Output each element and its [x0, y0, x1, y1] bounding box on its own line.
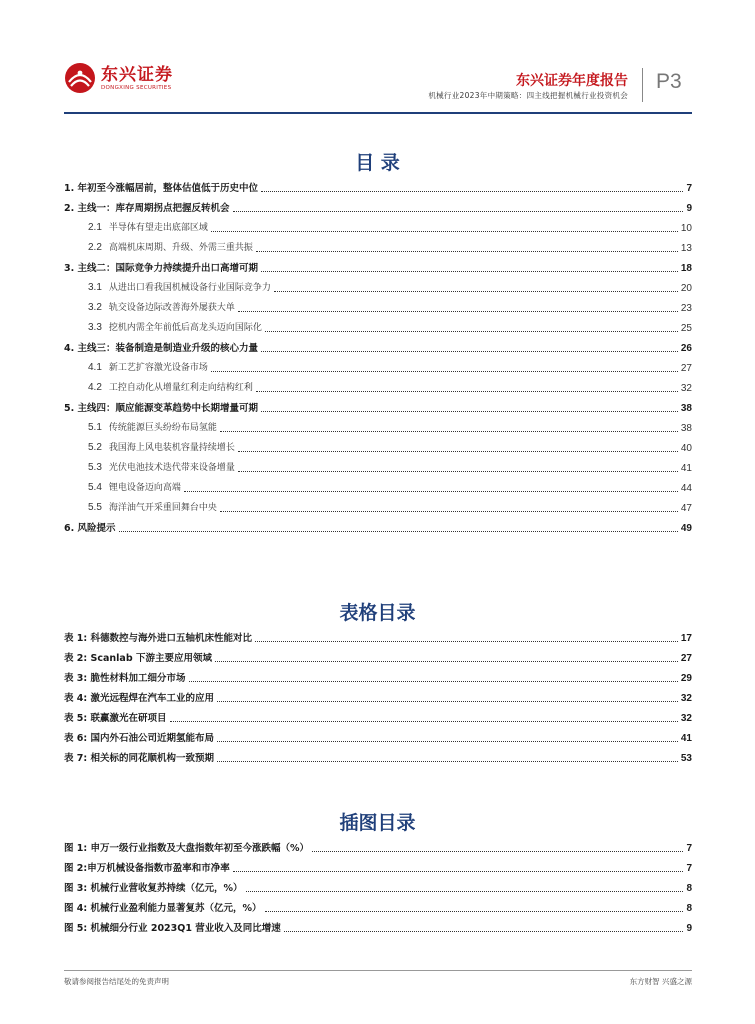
toc-entry-page: 40 [680, 443, 692, 454]
toc-entry-label [88, 441, 235, 455]
toc-entry[interactable] [64, 342, 692, 355]
report-title: 东兴证券年度报告 [516, 73, 628, 89]
toc-entry-text: 5. 主线四：顺应能源变革趋势中长期增量可期 [64, 403, 259, 414]
toc-entry[interactable] [88, 322, 692, 335]
toc-entry-text: 3. 主线二：国际竞争力持续提升出口高增可期 [64, 263, 259, 274]
dot-leader [215, 660, 678, 662]
toc-entry[interactable] [64, 732, 692, 745]
dot-leader [238, 310, 678, 312]
toc-entry-label [64, 732, 214, 745]
toc-entry-number: 3.3 [88, 322, 102, 333]
dot-leader [217, 700, 678, 702]
dot-leader [119, 530, 678, 532]
toc-entry-text: 新工艺扩容激光设备市场 [108, 363, 208, 373]
toc-entry-page: 13 [680, 243, 692, 254]
toc-entry-page: 47 [680, 503, 692, 514]
toc-entry-page: 38 [680, 403, 692, 414]
dot-leader [256, 250, 678, 252]
dot-leader [246, 890, 684, 892]
toc-entry-page: 32 [680, 383, 692, 394]
toc-entry-label [64, 752, 214, 765]
logo-cn-text: 东兴证券 [101, 64, 173, 85]
toc-entry-page: 38 [680, 423, 692, 434]
toc-entry[interactable] [88, 302, 692, 315]
dot-leader [261, 270, 678, 272]
toc-entry-text: 图 1: 申万一级行业指数及大盘指数年初至今涨跌幅（%） [64, 843, 310, 854]
toc-entry-text: 海洋油气开采重回舞台中央 [108, 503, 217, 513]
toc-entry-page: 25 [680, 323, 692, 334]
dot-leader [217, 760, 678, 762]
toc-entry-page: 41 [680, 733, 692, 744]
company-logo [64, 62, 173, 94]
toc-entry[interactable] [64, 902, 692, 915]
toc-entry-text: 半导体有望走出底部区域 [108, 223, 208, 233]
toc-entry-text: 表 5: 联赢激光在研项目 [64, 713, 167, 724]
toc-entry-label [88, 461, 235, 475]
footer-slogan: 东方财智 兴盛之源 [629, 977, 692, 986]
toc-entry-label [88, 361, 208, 375]
toc-entry-page: 20 [680, 283, 692, 294]
toc-entry[interactable] [64, 672, 692, 685]
toc-entry[interactable] [64, 522, 692, 535]
toc-entry-page: 9 [686, 923, 692, 934]
toc-entry-label [64, 922, 281, 935]
toc-entry-number: 5.1 [88, 422, 102, 433]
dot-leader [261, 350, 678, 352]
dot-leader [189, 680, 678, 682]
toc-entry-number: 4.1 [88, 362, 102, 373]
toc-entry-text: 挖机内需全年前低后高龙头迈向国际化 [108, 323, 262, 333]
toc-title: 目 录 [355, 152, 400, 174]
toc-entry-label [88, 301, 235, 315]
toc-entry-label [88, 321, 262, 335]
dot-leader [233, 870, 684, 872]
toc-entry[interactable] [64, 262, 692, 275]
toc-entry-text: 工控自动化从增量红利走向结构红利 [108, 383, 253, 393]
toc-entry[interactable] [88, 242, 692, 255]
toc-entry-label [88, 221, 208, 235]
figures-title: 插图目录 [339, 812, 416, 834]
toc-entry-label [88, 481, 181, 495]
toc-entry[interactable] [64, 692, 692, 705]
toc-entry-number: 3.2 [88, 302, 102, 313]
toc-entry-text: 6. 风险提示 [64, 523, 116, 534]
toc-entry-number: 4.2 [88, 382, 102, 393]
toc-entry-text: 图 4: 机械行业盈利能力显著复苏（亿元，%） [64, 903, 262, 914]
dot-leader [211, 230, 678, 232]
dot-leader [256, 390, 678, 392]
toc-entry-label [88, 381, 253, 395]
dot-leader [274, 290, 678, 292]
toc-entry-number: 5.5 [88, 502, 102, 513]
toc-entry-text: 表 7: 相关标的同花顺机构一致预期 [64, 753, 215, 764]
toc-entry-label [64, 402, 258, 415]
toc-entry[interactable] [64, 652, 692, 665]
dot-leader [265, 910, 684, 912]
dot-leader [170, 720, 678, 722]
toc-entry-label [64, 262, 258, 275]
toc-entry-page: 29 [680, 673, 692, 684]
header-rule [64, 112, 692, 114]
toc-entry-text: 图 2:申万机械设备指数市盈率和市净率 [64, 863, 230, 874]
dot-leader [220, 430, 678, 432]
toc-entry-label [64, 342, 258, 355]
toc-entry-page: 27 [680, 653, 692, 664]
dot-leader [261, 410, 678, 412]
toc-entry-number: 2.1 [88, 222, 102, 233]
toc-entry-text: 表 3: 脆性材料加工细分市场 [64, 673, 186, 684]
page-number: P3 [656, 70, 682, 93]
toc-entry-page: 53 [680, 753, 692, 764]
toc-entry[interactable] [64, 862, 692, 875]
report-subtitle: 机械行业2023年中期策略：四主线把握机械行业投资机会 [428, 91, 628, 100]
toc-entry-text: 表 4: 激光远程焊在汽车工业的应用 [64, 693, 215, 704]
footer-rule [64, 970, 692, 971]
toc-entry-number: 5.3 [88, 462, 102, 473]
toc-entry-page: 44 [680, 483, 692, 494]
toc-entry-label [64, 202, 230, 215]
toc-entry-page: 10 [680, 223, 692, 234]
toc-entry-number: 5.4 [88, 482, 102, 493]
toc-entry-number: 3.1 [88, 282, 102, 293]
toc-entry[interactable] [64, 922, 692, 935]
toc-entry-text: 2. 主线一：库存周期拐点把握反转机会 [64, 203, 230, 214]
toc-entry-text: 我国海上风电装机容量持续增长 [108, 443, 235, 453]
toc-entry[interactable] [64, 712, 692, 725]
dot-leader [217, 740, 678, 742]
toc-entry[interactable] [88, 382, 692, 395]
toc-entry-label [88, 281, 271, 295]
dot-leader [312, 850, 683, 852]
toc-entry-text: 表 6: 国内外石油公司近期氢能布局 [64, 733, 215, 744]
toc-entry[interactable] [88, 462, 692, 475]
toc-entry-text: 表 1: 科德数控与海外进口五轴机床性能对比 [64, 633, 253, 644]
dot-leader [184, 490, 678, 492]
toc-entry-page: 8 [686, 903, 692, 914]
dot-leader [255, 640, 678, 642]
toc-entry-number: 5.2 [88, 442, 102, 453]
toc-entry-page: 49 [680, 523, 692, 534]
dot-leader [261, 190, 683, 192]
toc-entry-label [64, 652, 212, 665]
toc-entry-page: 7 [686, 183, 692, 194]
page-header [0, 0, 755, 118]
toc-entry-text: 轨交设备边际改善海外屡获大单 [108, 303, 235, 313]
toc-entry-label [88, 241, 253, 255]
dot-leader [233, 210, 684, 212]
toc-entry-label [64, 522, 116, 535]
toc-entry[interactable] [64, 182, 692, 195]
toc-entry-text: 锂电设备迈向高端 [108, 483, 181, 493]
toc-entry-text: 4. 主线三：装备制造是制造业升级的核心力量 [64, 343, 259, 354]
toc-entry-label [64, 862, 230, 875]
toc-entry[interactable] [64, 402, 692, 415]
toc-entry-label [64, 672, 186, 685]
toc-entry-label [64, 842, 309, 855]
toc-entry-page: 18 [680, 263, 692, 274]
toc-entry[interactable] [88, 482, 692, 495]
tables-title: 表格目录 [339, 602, 416, 624]
toc-entry-label [64, 182, 258, 195]
toc-entry-page: 23 [680, 303, 692, 314]
toc-entry-text: 表 2: Scanlab 下游主要应用领域 [64, 653, 212, 664]
toc-entry-text: 图 3: 机械行业营收复苏持续（亿元，%） [64, 883, 243, 894]
toc-entry-text: 光伏电池技术迭代带来设备增量 [108, 463, 235, 473]
dongxing-logo-icon [64, 62, 96, 94]
toc-entry[interactable] [88, 362, 692, 375]
toc-entry[interactable] [64, 202, 692, 215]
dot-leader [238, 470, 678, 472]
toc-entry[interactable] [64, 632, 692, 645]
dot-leader [211, 370, 678, 372]
toc-entry-text: 传统能源巨头纷纷布局氢能 [108, 423, 217, 433]
toc-entry-page: 41 [680, 463, 692, 474]
toc-entry-text: 从进出口看我国机械设备行业国际竞争力 [108, 283, 271, 293]
toc-entry-page: 9 [686, 203, 692, 214]
dot-leader [238, 450, 678, 452]
toc-entry-text: 图 5: 机械细分行业 2023Q1 营业收入及同比增速 [64, 923, 281, 934]
toc-entry-number: 2.2 [88, 242, 102, 253]
dot-leader [265, 330, 678, 332]
toc-entry[interactable] [88, 422, 692, 435]
header-divider [642, 68, 643, 102]
toc-entry-text: 高端机床周期、升级、外需三重共振 [108, 243, 253, 253]
footer-disclaimer: 敬请参阅报告结尾处的免责声明 [64, 977, 169, 986]
toc-entry-text: 1. 年初至今涨幅居前，整体估值低于历史中位 [64, 183, 259, 194]
dot-leader [284, 930, 684, 932]
toc-entry-label [64, 692, 214, 705]
toc-entry[interactable] [88, 502, 692, 515]
toc-entry-label [64, 882, 243, 895]
toc-entry-page: 32 [680, 693, 692, 704]
toc-entry-page: 7 [686, 863, 692, 874]
toc-entry-label [88, 501, 217, 515]
toc-entry-page: 27 [680, 363, 692, 374]
toc-entry-label [64, 712, 167, 725]
toc-entry[interactable] [88, 282, 692, 295]
toc-entry[interactable] [64, 882, 692, 895]
toc-entry[interactable] [64, 842, 692, 855]
toc-entry-page: 17 [680, 633, 692, 644]
toc-entry-page: 7 [686, 843, 692, 854]
toc-entry-page: 8 [686, 883, 692, 894]
toc-entry-label [64, 632, 252, 645]
toc-entry-page: 26 [680, 343, 692, 354]
toc-entry-label [64, 902, 262, 915]
toc-entry[interactable] [88, 222, 692, 235]
toc-entry-label [88, 421, 217, 435]
logo-en-text: DONGXING SECURITIES [101, 84, 172, 91]
dot-leader [220, 510, 678, 512]
toc-entry-page: 32 [680, 713, 692, 724]
toc-entry[interactable] [88, 442, 692, 455]
toc-entry[interactable] [64, 752, 692, 765]
